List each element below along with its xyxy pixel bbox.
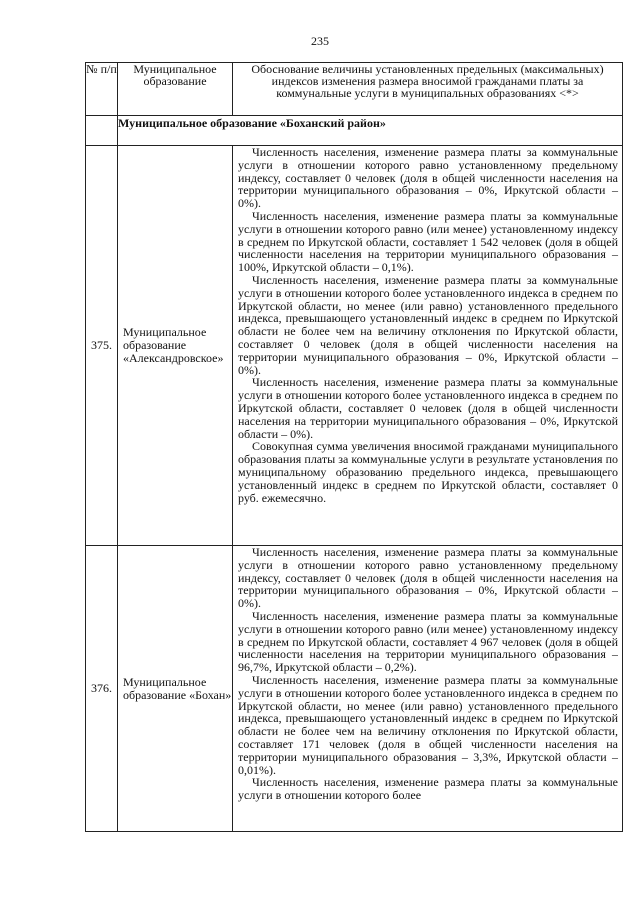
table-header-row (86, 63, 623, 116)
header-num: № п/п (86, 63, 118, 116)
municipality-name: Муниципальное образование «Александровское» (118, 146, 233, 546)
justification-table (85, 62, 623, 832)
paragraph: Совокупная сумма увеличения вносимой гражданами муниципального образования платы за коммунальные услуги в результате установления по муниципальному образованию предельного индекса, превышающего установленный индекс в среднем по Иркутской области, составляет 0 руб. ежемесячно. (238, 439, 618, 505)
row-number: 375. (86, 146, 118, 546)
paragraph: Численность населения, изменение размера платы за коммунальные услуги в отношении которого более (238, 775, 618, 803)
paragraph: Численность населения, изменение размера платы за коммунальные услуги в отношении которого равно установленному предельному индексу, составляет 0 человек (доля в общей численности населения на территории муниципального образования – 0%, Иркутской области – 0%). (238, 546, 618, 611)
section-blank-cell (86, 116, 118, 146)
page-number: 235 (311, 34, 329, 48)
header-municipality: Муниципальное образование (118, 63, 233, 116)
table-row (86, 546, 623, 832)
paragraph: Численность населения, изменение размера платы за коммунальные услуги в отношении которого равно установленному предельному индексу, составляет 0 человек (доля в общей численности населения на территории муниципального образования – 0%, Иркутской области – 0%). (238, 145, 618, 211)
justification-text (233, 546, 623, 832)
header-justification: Обоснование величины установленных предельных (максимальных) индексов изменения размера вносимой гражданами платы за коммунальные услуги в муниципальных образованиях <*> (233, 63, 623, 116)
section-title: Муниципальное образование «Боханский район» (118, 116, 623, 146)
row-number: 376. (86, 546, 118, 832)
justification-text (233, 146, 623, 546)
paragraph: Численность населения, изменение размера платы за коммунальные услуги в отношении которого более установленного индекса в среднем по Иркутской области, составляет 0 человек (доля в общей численности населения на территории муниципального образования – 0%, Иркутской области – 0%). (238, 375, 618, 441)
paragraph: Численность населения, изменение размера платы за коммунальные услуги в отношении которого более установленного индекса в среднем по Иркутской области, но менее (или равно) установленного предельного индекса, превышающего установленный индекс в среднем по Иркутской области не более чем на величину отклонения по Иркутской области, составляет 171 человек (доля в общей численности населения на территории муниципального образования – 3,3%, Иркутской области – 0,01%). (238, 672, 618, 777)
section-row (86, 116, 623, 146)
municipality-name: Муниципальное образование «Бохан» (118, 546, 233, 832)
table-row (86, 146, 623, 546)
paragraph: Численность населения, изменение размера платы за коммунальные услуги в отношении которого более установленного индекса в среднем по Иркутской области, но менее (или равно) установленного предельного индекса, превышающего установленный индекс в среднем по Иркутской области не более чем на величину отклонения по Иркутской области, составляет 0 человек (доля в общей численности населения на территории муниципального образования – 0%, Иркутской области – 0%). (238, 272, 618, 377)
paragraph: Численность населения, изменение размера платы за коммунальные услуги в отношении которого равно (или менее) установленному индексу в среднем по Иркутской области, составляет 4 967 человек (доля в общей численности населения на территории муниципального образования – 96,7%, Иркутской области – 0,2%). (238, 608, 618, 675)
paragraph: Численность населения, изменение размера платы за коммунальные услуги в отношении которого равно (или менее) установленному индексу в среднем по Иркутской области, составляет 1 542 человек (доля в общей численности населения на территории муниципального образования – 100%, Иркутской области – 0,1%). (238, 208, 618, 275)
